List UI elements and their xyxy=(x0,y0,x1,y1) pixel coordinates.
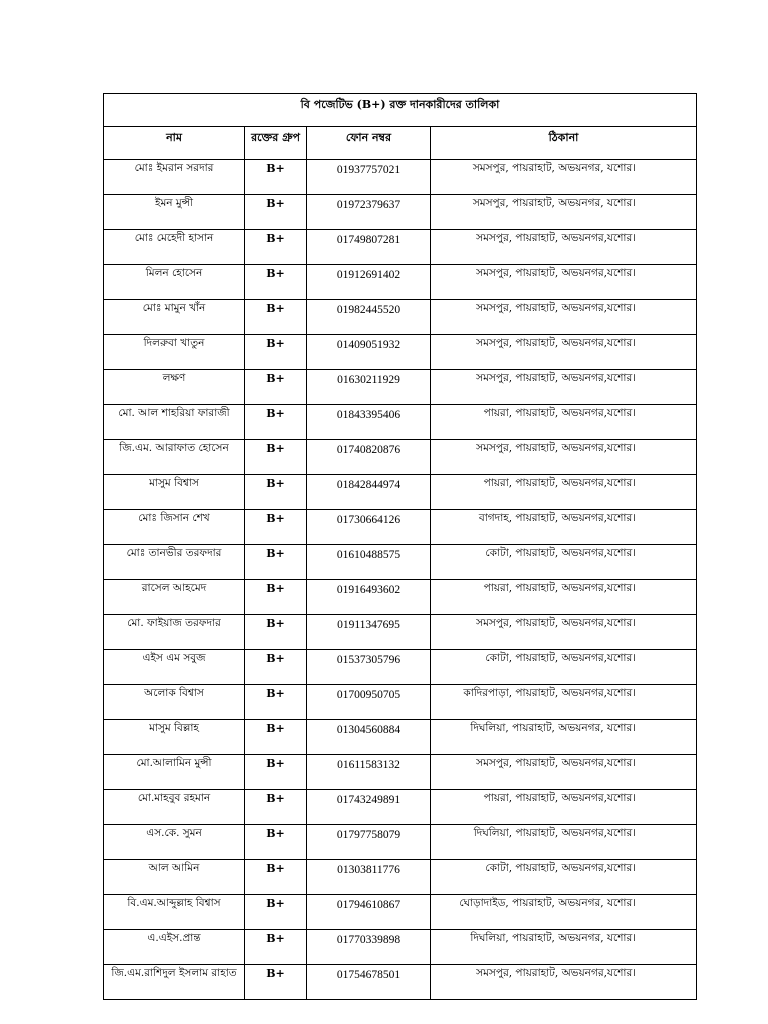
blood-group: B+ xyxy=(245,370,307,405)
phone-number: 01611583132 xyxy=(307,755,431,790)
donor-address: দিঘলিয়া, পায়রাহাট, অভয়নগর, যশোর। xyxy=(431,720,697,755)
donor-name: জি.এম.রাশিদুল ইসলাম রাহাত xyxy=(104,965,245,1000)
donor-address: দিঘলিয়া, পায়রাহাট, অভয়নগর, যশোর। xyxy=(431,930,697,965)
donor-name: আল আমিন xyxy=(104,860,245,895)
phone-number: 01770339898 xyxy=(307,930,431,965)
phone-number: 01754678501 xyxy=(307,965,431,1000)
phone-number: 01740820876 xyxy=(307,440,431,475)
donor-address: ঘোড়াদাইড, পায়রাহাট, অভয়নগর, যশোর। xyxy=(431,895,697,930)
phone-number: 01409051932 xyxy=(307,335,431,370)
table-row xyxy=(104,265,697,300)
blood-group: B+ xyxy=(245,475,307,510)
donor-address: সমসপুর, পায়রাহাট, অভয়নগর,যশোর। xyxy=(431,335,697,370)
blood-group: B+ xyxy=(245,825,307,860)
phone-number: 01797758079 xyxy=(307,825,431,860)
blood-group: B+ xyxy=(245,965,307,1000)
donor-table xyxy=(103,93,697,1000)
phone-number: 01911347695 xyxy=(307,615,431,650)
phone-number: 01743249891 xyxy=(307,790,431,825)
blood-group: B+ xyxy=(245,860,307,895)
phone-number: 01912691402 xyxy=(307,265,431,300)
donor-name: লক্ষণ xyxy=(104,370,245,405)
phone-number: 01794610867 xyxy=(307,895,431,930)
phone-number: 01972379637 xyxy=(307,195,431,230)
donor-address: কোটা, পায়রাহাট, অভয়নগর,যশোর। xyxy=(431,545,697,580)
table-row xyxy=(104,930,697,965)
table-row xyxy=(104,335,697,370)
phone-number: 01842844974 xyxy=(307,475,431,510)
donor-name: মোঃ মামুন খাঁন xyxy=(104,300,245,335)
blood-group: B+ xyxy=(245,440,307,475)
donor-name: মোঃ জিসান শেখ xyxy=(104,510,245,545)
donor-address: সমসপুর, পায়রাহাট, অভয়নগর,যশোর। xyxy=(431,615,697,650)
table-row xyxy=(104,790,697,825)
blood-group: B+ xyxy=(245,580,307,615)
table-title: বি পজেটিভ (B+) রক্ত দানকারীদের তালিকা xyxy=(104,94,697,127)
donor-name: ইমন মুন্সী xyxy=(104,195,245,230)
table-row xyxy=(104,195,697,230)
phone-number: 01730664126 xyxy=(307,510,431,545)
header-blood-group: রক্তের গ্রুপ xyxy=(245,127,307,160)
phone-number: 01630211929 xyxy=(307,370,431,405)
table-row xyxy=(104,860,697,895)
table-row xyxy=(104,615,697,650)
phone-number: 01937757021 xyxy=(307,160,431,195)
phone-number: 01700950705 xyxy=(307,685,431,720)
donor-address: কোটা, পায়রাহাট, অভয়নগর,যশোর। xyxy=(431,650,697,685)
header-name: নাম xyxy=(104,127,245,160)
table-row xyxy=(104,825,697,860)
donor-address: কোটা, পায়রাহাট, অভয়নগর,যশোর। xyxy=(431,860,697,895)
donor-name: এস.কে. সুমন xyxy=(104,825,245,860)
donor-name: বি.এম.আব্দুল্লাহ বিশ্বাস xyxy=(104,895,245,930)
header-phone: ফোন নম্বর xyxy=(307,127,431,160)
blood-group: B+ xyxy=(245,755,307,790)
blood-group: B+ xyxy=(245,650,307,685)
donor-name: মাসুম বিল্লাহ xyxy=(104,720,245,755)
table-row xyxy=(104,685,697,720)
blood-group: B+ xyxy=(245,930,307,965)
phone-number: 01982445520 xyxy=(307,300,431,335)
header-address: ঠিকানা xyxy=(431,127,697,160)
blood-group: B+ xyxy=(245,545,307,580)
donor-name: মোঃ ইমরান সরদার xyxy=(104,160,245,195)
donor-address: সমসপুর, পায়রাহাট, অভয়নগর,যশোর। xyxy=(431,440,697,475)
donor-address: সমসপুর, পায়রাহাট, অভয়নগর,যশোর। xyxy=(431,965,697,1000)
header-row xyxy=(104,127,697,160)
table-row xyxy=(104,440,697,475)
donor-name: জি.এম. আরাফাত হোসেন xyxy=(104,440,245,475)
table-row xyxy=(104,755,697,790)
blood-group: B+ xyxy=(245,895,307,930)
table-row xyxy=(104,370,697,405)
donor-address: পায়রা, পায়রাহাট, অভয়নগর,যশোর। xyxy=(431,580,697,615)
phone-number: 01304560884 xyxy=(307,720,431,755)
table-row xyxy=(104,475,697,510)
donor-name: মো. ফাইয়াজ তরফদার xyxy=(104,615,245,650)
table-row xyxy=(104,160,697,195)
donor-name: মো. আল শাহরিয়া ফারাজী xyxy=(104,405,245,440)
donor-address: সমসপুর, পায়রাহাট, অভয়নগর,যশোর। xyxy=(431,265,697,300)
blood-group: B+ xyxy=(245,615,307,650)
blood-group: B+ xyxy=(245,720,307,755)
donor-name: এইস এম সবুজ xyxy=(104,650,245,685)
donor-address: পায়রা, পায়রাহাট, অভয়নগর,যশোর। xyxy=(431,790,697,825)
blood-group: B+ xyxy=(245,510,307,545)
donor-name: মোঃ মেহেদী হাসান xyxy=(104,230,245,265)
donor-address: সমসপুর, পায়রাহাট, অভয়নগর, যশোর। xyxy=(431,195,697,230)
donor-name: মাসুম বিশ্বাস xyxy=(104,475,245,510)
donor-address: সমসপুর, পায়রাহাট, অভয়নগর,যশোর। xyxy=(431,300,697,335)
blood-group: B+ xyxy=(245,230,307,265)
blood-group: B+ xyxy=(245,300,307,335)
donor-address: সমসপুর, পায়রাহাট, অভয়নগর,যশোর। xyxy=(431,370,697,405)
donor-name: মোঃ তানভীর তরফদার xyxy=(104,545,245,580)
table-row xyxy=(104,230,697,265)
blood-group: B+ xyxy=(245,685,307,720)
table-row xyxy=(104,405,697,440)
donor-address: সমসপুর, পায়রাহাট, অভয়নগর, যশোর। xyxy=(431,160,697,195)
donor-address: সমসপুর, পায়রাহাট, অভয়নগর,যশোর। xyxy=(431,755,697,790)
donor-rows xyxy=(104,160,697,1000)
donor-address: কাদিরপাড়া, পায়রাহাট, অভয়নগর,যশোর। xyxy=(431,685,697,720)
donor-address: পায়রা, পায়রাহাট, অভয়নগর,যশোর। xyxy=(431,405,697,440)
table-row xyxy=(104,580,697,615)
table-row xyxy=(104,300,697,335)
blood-group: B+ xyxy=(245,265,307,300)
donor-list-sheet xyxy=(103,93,696,1000)
donor-name: এ.এইস.প্রান্ত xyxy=(104,930,245,965)
phone-number: 01610488575 xyxy=(307,545,431,580)
table-row xyxy=(104,545,697,580)
blood-group: B+ xyxy=(245,335,307,370)
donor-address: পায়রা, পায়রাহাট, অভয়নগর,যশোর। xyxy=(431,475,697,510)
donor-name: মো.মাহবুব রহমান xyxy=(104,790,245,825)
phone-number: 01749807281 xyxy=(307,230,431,265)
donor-name: দিলরুবা খাতুন xyxy=(104,335,245,370)
donor-name: মিলন হোসেন xyxy=(104,265,245,300)
table-row xyxy=(104,650,697,685)
donor-name: মো.আলামিন মুন্সী xyxy=(104,755,245,790)
phone-number: 01303811776 xyxy=(307,860,431,895)
phone-number: 01843395406 xyxy=(307,405,431,440)
donor-name: অলোক বিশ্বাস xyxy=(104,685,245,720)
blood-group: B+ xyxy=(245,405,307,440)
donor-address: দিঘলিয়া, পায়রাহাট, অভয়নগর,যশোর। xyxy=(431,825,697,860)
donor-name: রাসেল আহমেদ xyxy=(104,580,245,615)
donor-address: সমসপুর, পায়রাহাট, অভয়নগর,যশোর। xyxy=(431,230,697,265)
phone-number: 01916493602 xyxy=(307,580,431,615)
phone-number: 01537305796 xyxy=(307,650,431,685)
blood-group: B+ xyxy=(245,790,307,825)
table-row xyxy=(104,895,697,930)
table-row xyxy=(104,720,697,755)
blood-group: B+ xyxy=(245,195,307,230)
donor-address: বাগদাহ, পায়রাহাট, অভয়নগর,যশোর। xyxy=(431,510,697,545)
table-row xyxy=(104,510,697,545)
table-row xyxy=(104,965,697,1000)
blood-group: B+ xyxy=(245,160,307,195)
title-row xyxy=(104,94,697,127)
